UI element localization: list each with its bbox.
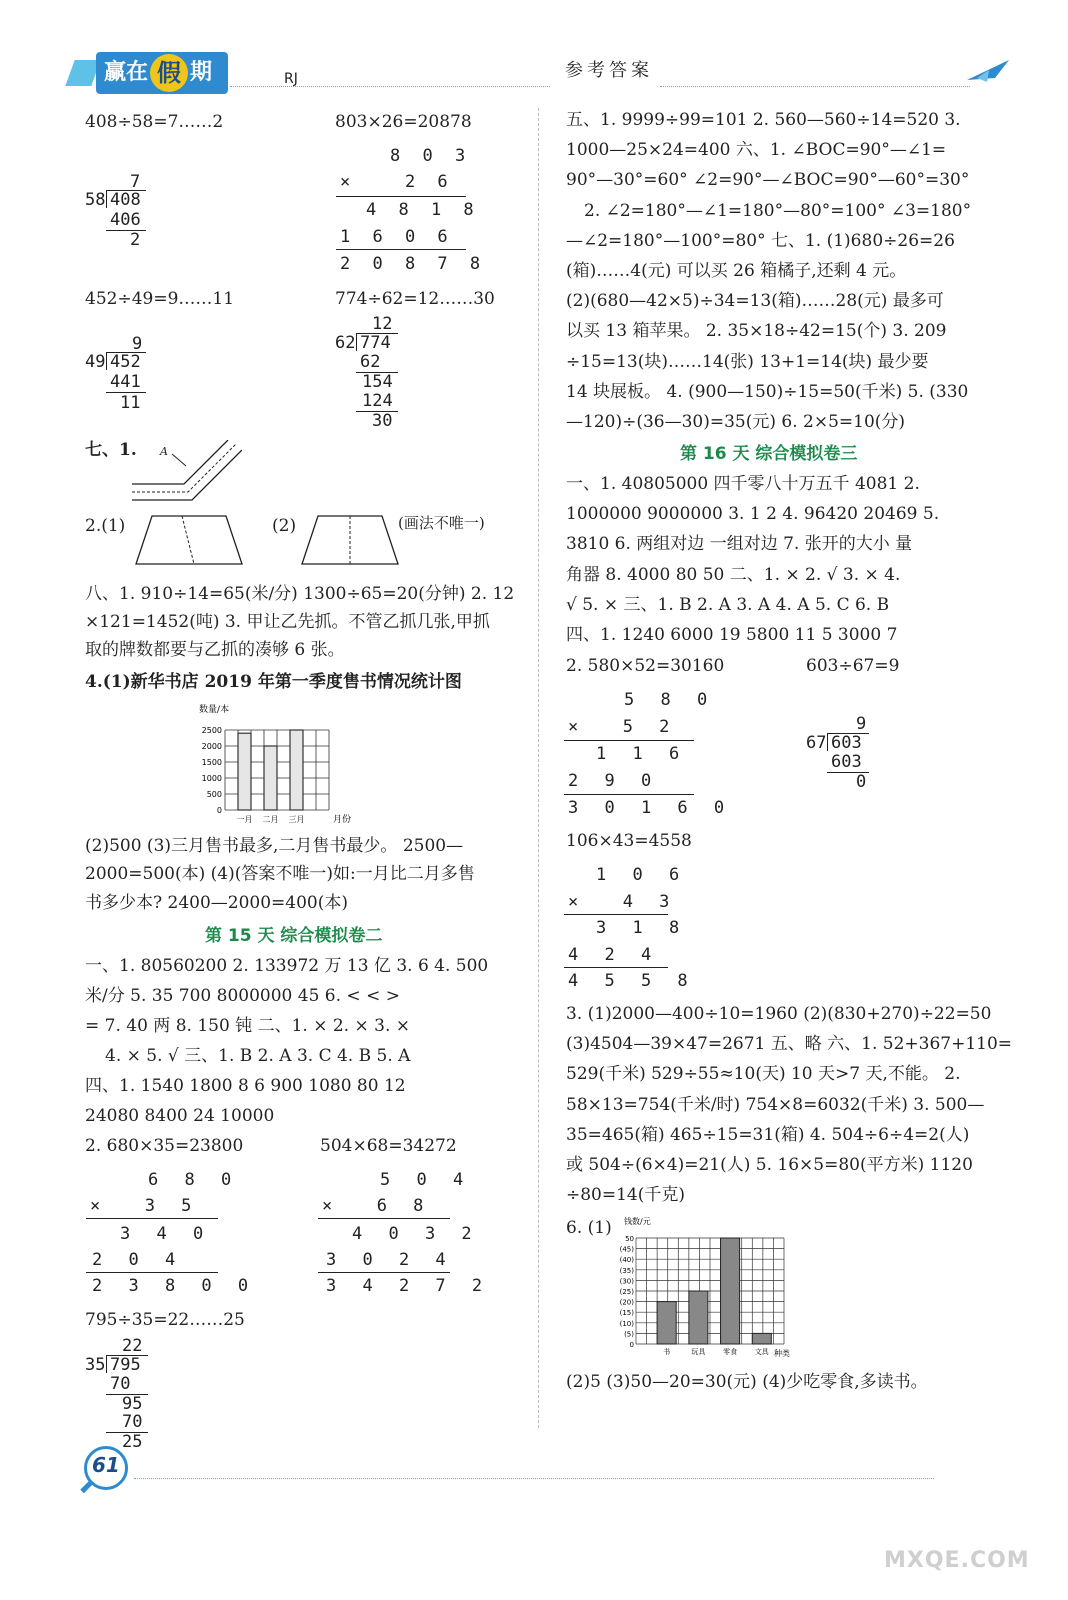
text-line: ÷15=13(块)……14(张) 13+1=14(块) 最少要 <box>566 351 929 372</box>
mult-row: × 5 2 <box>568 717 678 737</box>
bar <box>689 1291 708 1344</box>
text-line: 角器 8. 4000 80 50 二、1. × 2. √ 3. × 4. <box>566 564 901 585</box>
eq-680: 2. 680×35=23800 <box>85 1136 244 1156</box>
mult-row: 3 4 2 7 2 <box>326 1276 491 1296</box>
question-6: 6. (1) <box>566 1218 612 1238</box>
mult-row: 6 8 0 <box>148 1170 240 1190</box>
quotient: 9 <box>856 714 867 734</box>
magnifier-handle-icon <box>80 1480 93 1493</box>
section-7-2b: (2) <box>272 516 297 536</box>
product: 603 <box>831 752 862 772</box>
mult-row: 5 8 0 <box>624 690 716 710</box>
bar <box>657 1302 676 1344</box>
x-tick-label: 二月 <box>262 815 279 824</box>
mult-row: 3 0 2 4 <box>326 1250 454 1270</box>
section-title-day16: 第 16 天 综合模拟卷三 <box>680 444 858 464</box>
y-tick-label: (20) <box>619 1298 634 1307</box>
mult-row: 1 1 6 <box>596 744 688 764</box>
text-line: ÷80=14(千克) <box>566 1185 686 1206</box>
chart-1 <box>185 700 360 828</box>
dividend: 408 <box>110 190 141 210</box>
chart-2 <box>606 1214 796 1362</box>
mult-row: 3 1 8 <box>596 918 688 938</box>
logo-text-b: 假 <box>157 59 181 87</box>
x-tick-label: 书 <box>663 1348 671 1356</box>
eq-774: 774÷62=12……30 <box>335 289 495 309</box>
text-line: (3)4504—39×47=2671 五、略 六、1. 52+367+110= <box>566 1034 1013 1055</box>
mult-row: 4 0 3 2 <box>352 1224 480 1244</box>
text-line: 或 504÷(6×4)=21(人) 5. 16×5=80(平方米) 1120 <box>566 1155 973 1175</box>
eq-580: 2. 580×52=30160 <box>566 656 725 676</box>
product: 441 <box>110 372 141 392</box>
dividend: 774 <box>360 333 391 353</box>
mult-row: 4 8 1 8 <box>366 200 480 220</box>
product: 62 <box>360 352 381 372</box>
eq-452: 452÷49=9……11 <box>85 289 235 309</box>
text-line: 四、1. 1240 6000 19 5800 11 5 3000 7 <box>566 625 898 645</box>
mult-row: 2 9 0 <box>568 771 660 791</box>
eq-106: 106×43=4558 <box>566 831 692 851</box>
y-tick-label: (10) <box>619 1319 634 1328</box>
remainder: 2 <box>130 230 141 250</box>
bar <box>721 1238 740 1344</box>
mult-row: 2 3 8 0 0 <box>92 1276 257 1296</box>
mult-row: 5 0 4 <box>380 1170 472 1190</box>
y-tick-label: 2500 <box>201 726 222 735</box>
logo-text-c: 期 <box>190 60 213 85</box>
y-tick-label: (40) <box>619 1256 634 1265</box>
divisor: 67 <box>806 733 827 753</box>
section-7: 七、1. <box>85 440 137 460</box>
divisor: 35 <box>85 1355 106 1375</box>
product: 124 <box>362 391 393 411</box>
para-9-line: 书多少本? 2400—2000=400(本) <box>85 893 349 913</box>
text-line: 1000000 9000000 3. 1 2 4. 96420 20469 5. <box>566 504 940 525</box>
dividend: 603 <box>831 733 862 753</box>
text-line: 1000—25×24=400 六、1. ∠BOC=90°—∠1= <box>566 140 947 161</box>
eq-803: 803×26=20878 <box>335 112 472 132</box>
dividend: 795 <box>110 1355 141 1375</box>
mult-line <box>318 1218 450 1219</box>
chart-1-xlabel: 月份 <box>333 815 352 825</box>
division-bracket <box>106 190 107 208</box>
mult-line <box>564 967 668 968</box>
text-line: 35=465(箱) 465÷15=31(箱) 4. 504÷6÷4=2(人) <box>566 1124 970 1145</box>
mult-line <box>318 1272 450 1273</box>
chart-1-ylabel: 数量/本 <box>199 705 230 715</box>
sub-line <box>106 230 146 231</box>
product: 70 <box>122 1412 143 1432</box>
division-bracket <box>827 733 828 751</box>
product: 70 <box>110 1374 131 1394</box>
mult-row: 1 0 6 <box>596 865 688 885</box>
text-line: 2. ∠2=180°—∠1=180°—80°=100° ∠3=180° <box>584 200 972 221</box>
bar <box>752 1333 771 1344</box>
text-line: 五、1. 9999÷99=101 2. 560—560÷14=520 3. <box>566 110 961 130</box>
mult-line <box>336 196 466 197</box>
quotient: 7 <box>130 172 141 192</box>
y-tick-label: (30) <box>619 1277 634 1286</box>
column-divider <box>538 108 539 1428</box>
road-diagram <box>132 440 242 506</box>
text-line: 3. (1)2000—400÷10=1960 (2)(830+270)÷22=50 <box>566 1004 992 1024</box>
para-15-line: 米/分 5. 35 700 8000000 45 6. < < > <box>85 986 400 1006</box>
mult-row: 8 0 3 <box>390 146 472 166</box>
eq-795: 795÷35=22……25 <box>85 1310 245 1330</box>
text-line: (2)(680—42×5)÷34=13(箱)……28(元) 最多可 <box>566 291 944 312</box>
section-title-day15: 第 15 天 综合模拟卷二 <box>205 926 383 946</box>
remainder: 11 <box>120 393 141 413</box>
text-line: 58×13=754(千米/时) 754×8=6032(千米) 3. 500— <box>566 1094 985 1115</box>
watermark: MXQE.COM <box>884 1548 1030 1573</box>
para-15-line: = 7. 40 两 8. 150 钝 二、1. × 2. × 3. × <box>85 1016 411 1036</box>
answer-6-rest: (2)5 (3)50—20=30(元) (4)少吃零食,多读书。 <box>566 1372 928 1392</box>
x-tick-label: 一月 <box>236 815 253 824</box>
remainder: 25 <box>122 1432 143 1452</box>
quotient: 12 <box>372 314 393 334</box>
product: 406 <box>110 210 141 230</box>
para-8-line: 八、1. 910÷14=65(米/分) 1300÷65=20(分钟) 2. 12 <box>85 584 515 604</box>
header-rule <box>230 86 550 87</box>
para-8-line: 取的牌数都要与乙抓的凑够 6 张。 <box>85 640 345 660</box>
y-tick-label: (35) <box>619 1266 634 1275</box>
text-line: 以买 13 箱苹果。 2. 35×18÷42=15(个) 3. 209 <box>566 321 947 342</box>
plane-icon <box>965 56 1013 86</box>
page-title: 参考答案 <box>565 60 653 81</box>
logo-text-a: 赢在 <box>104 60 149 85</box>
text-line: √ 5. × 三、1. B 2. A 3. A 4. A 5. C 6. B <box>566 594 890 615</box>
mult-line <box>336 249 466 250</box>
text-line: 一、1. 40805000 四千零八十万五千 4081 2. <box>566 474 920 494</box>
mult-row: × 6 8 <box>322 1196 432 1216</box>
bar <box>238 733 251 810</box>
y-tick-label: 500 <box>206 790 222 799</box>
mult-line <box>564 740 694 741</box>
remainder: 0 <box>856 772 867 792</box>
page-number: 61 <box>92 1453 120 1477</box>
mult-row: 2 0 4 <box>92 1250 184 1270</box>
trapezoid-2 <box>300 512 400 568</box>
y-tick-label: 50 <box>625 1235 634 1243</box>
y-tick-label: 1000 <box>201 774 222 783</box>
text-line: 14 块展板。 4. (900—150)÷15=50(千米) 5. (330 <box>566 381 969 402</box>
trapezoid-1 <box>134 512 244 568</box>
para-15-line: 24080 8400 24 10000 <box>85 1106 275 1126</box>
y-tick-label: 0 <box>629 1341 634 1349</box>
mult-line <box>86 1218 218 1219</box>
header-rule-right <box>660 86 970 87</box>
y-tick-label: (15) <box>619 1309 634 1318</box>
mult-line <box>564 914 668 915</box>
y-tick-label: (25) <box>619 1288 634 1296</box>
para-15-line: 四、1. 1540 1800 8 6 900 1080 80 12 <box>85 1076 406 1096</box>
eq-603: 603÷67=9 <box>806 656 900 676</box>
bar <box>264 746 277 810</box>
text-line: —120)÷(36—30)=35(元) 6. 2×5=10(分) <box>566 412 906 432</box>
mult-row: 3 0 1 6 0 <box>568 798 733 818</box>
x-tick-label: 零食 <box>723 1348 738 1356</box>
mult-row: 3 4 0 <box>120 1224 212 1244</box>
para-15-line: 4. × 5. √ 三、1. B 2. A 3. C 4. B 5. A <box>105 1046 411 1066</box>
eq-408: 408÷58=7……2 <box>85 112 224 132</box>
note-not-unique: (画法不唯一) <box>398 514 485 532</box>
edition-label: RJ <box>284 71 298 87</box>
divisor: 62 <box>335 333 356 353</box>
mult-row: 1 6 0 6 <box>340 227 454 247</box>
text-line: 90°—30°=60° ∠2=90°—∠BOC=90°—60°=30° <box>566 170 970 191</box>
mult-row: × 4 3 <box>568 892 678 912</box>
text-line: —∠2=180°—100°=80° 七、1. (1)680÷26=26 <box>566 230 955 251</box>
division-bracket <box>356 333 357 351</box>
x-tick-label: 三月 <box>288 815 305 824</box>
dividend: 452 <box>110 352 141 372</box>
partial: 95 <box>122 1394 143 1414</box>
partial: 154 <box>362 372 393 392</box>
chart-1-title: 4.(1)新华书店 2019 年第一季度售书情况统计图 <box>85 672 462 692</box>
divisor: 49 <box>85 352 106 372</box>
remainder: 30 <box>372 411 393 431</box>
para-8-line: ×121=1452(吨) 3. 甲让乙先抓。不管乙抓几张,甲抓 <box>85 612 490 632</box>
text-line: (箱)……4(元) 可以买 26 箱橘子,还剩 4 元。 <box>566 261 907 281</box>
eq-504: 504×68=34272 <box>320 1136 457 1156</box>
chart-2-ylabel: 钱数/元 <box>624 1217 651 1226</box>
mult-line <box>564 794 694 795</box>
x-tick-label: 文具 <box>754 1348 769 1356</box>
section-7-2: 2.(1) <box>85 516 126 536</box>
y-tick-label: (5) <box>624 1330 634 1339</box>
mult-row: 4 5 5 8 <box>568 971 696 991</box>
mult-row: × 2 6 <box>340 172 454 192</box>
division-bracket <box>106 1355 107 1373</box>
quotient: 9 <box>132 334 143 354</box>
mult-row: × 3 5 <box>90 1196 200 1216</box>
mult-row: 4 2 4 <box>568 945 660 965</box>
y-tick-label: 1500 <box>201 758 222 767</box>
mult-line <box>86 1272 218 1273</box>
y-tick-label: 0 <box>216 806 222 815</box>
mult-row: 2 0 8 7 8 <box>340 254 487 274</box>
point-a-label: A <box>160 445 168 458</box>
y-tick-label: (45) <box>619 1245 634 1254</box>
text-line: 3810 6. 两组对边 一组对边 7. 张开的大小 量 <box>566 534 913 555</box>
text-line: 529(千米) 529÷55≈10(天) 10 天>7 天,不能。 2. <box>566 1064 961 1085</box>
para-15-line: 一、1. 80560200 2. 133972 万 13 亿 3. 6 4. 500 <box>85 956 489 976</box>
bar <box>290 730 303 810</box>
divisor: 58 <box>85 190 106 210</box>
division-bracket <box>106 352 107 370</box>
footer-rule <box>134 1478 934 1479</box>
x-tick-label: 玩具 <box>691 1348 706 1356</box>
para-9-line: (2)500 (3)三月售书最多,二月售书最少。 2500— <box>85 836 464 856</box>
quotient: 22 <box>122 1336 143 1356</box>
y-tick-label: 2000 <box>201 742 222 751</box>
para-9-line: 2000=500(本) (4)(答案不唯一)如:一月比二月多售 <box>85 864 475 884</box>
chart-2-xlabel: 种类 <box>774 1349 790 1358</box>
